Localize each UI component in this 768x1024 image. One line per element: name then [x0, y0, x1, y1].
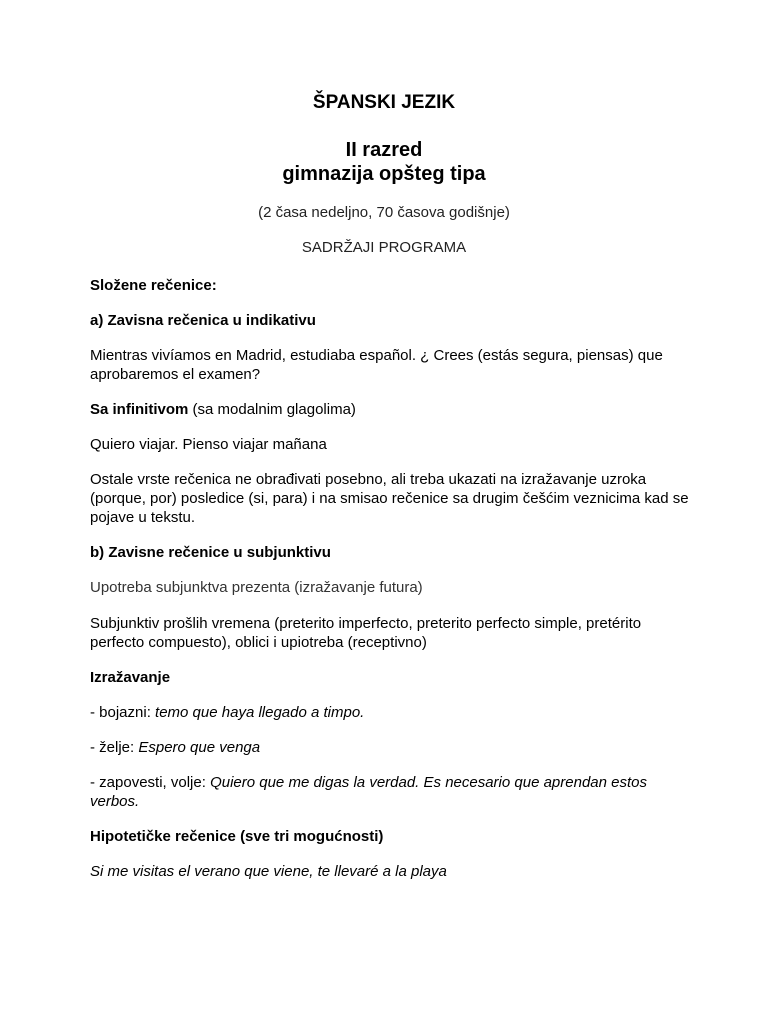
- other-types-paragraph: Ostale vrste rečenica ne obrađivati posebno, ali treba ukazati na izražavanje uzroka (porque, por) posledice (si, para) i na smisao rečenice sa drugim češćim veznicima kad se pojave u tekstu.: [90, 471, 689, 526]
- command-line: [90, 773, 690, 811]
- section-title: SADRŽAJI PROGRAMA: [301, 239, 467, 256]
- expressing-heading: Izražavanje: [90, 669, 171, 686]
- subjunctive-present: Upotreba subjunktva prezenta (izražavanje futura): [90, 579, 423, 596]
- indicative-heading: a) Zavisna rečenica u indikativu: [90, 312, 316, 329]
- fear-line: [90, 703, 690, 722]
- grade-heading: II razred: [345, 139, 423, 161]
- subjunctive-past: Subjunktiv prošlih vremena (preterito imperfecto, preterito perfecto simple, pretérito perfecto compuesto), oblici i upiotreba (receptivno): [90, 615, 642, 651]
- fear-label: - bojazni:: [90, 704, 156, 721]
- wish-line: [90, 738, 690, 757]
- complex-sentences-heading: Složene rečenice:: [90, 277, 217, 294]
- hypothetical-heading: Hipotetičke rečenice (sve tri mogućnosti): [90, 828, 384, 845]
- fear-example: temo que haya llegado a timpo.: [155, 704, 365, 721]
- wish-label: - želje:: [90, 739, 139, 756]
- command-label: - zapovesti, volje:: [90, 774, 211, 791]
- command-example: Quiero que me digas la verdad. Es necesario que aprendan estos verbos.: [90, 774, 648, 810]
- hours-info: (2 časa nedeljno, 70 časova godišnje): [258, 204, 510, 221]
- document-title: ŠPANSKI JEZIK: [312, 92, 456, 113]
- infinitive-example: Quiero viajar. Pienso viajar mañana: [90, 436, 327, 453]
- subjunctive-heading: b) Zavisne rečenice u subjunktivu: [90, 544, 331, 561]
- infinitive-label: Sa infinitivom: [90, 401, 189, 418]
- indicative-example: Mientras vivíamos en Madrid, estudiaba español. ¿ Crees (estás segura, piensas) que aprobaremos el examen?: [90, 347, 663, 383]
- wish-example: Espero que venga: [138, 739, 261, 756]
- hypothetical-example: Si me visitas el verano que viene, te llevaré a la playa: [90, 863, 447, 880]
- infinitive-note: (sa modalnim glagolima): [188, 401, 356, 418]
- school-type-heading: gimnazija opšteg tipa: [282, 163, 486, 185]
- infinitive-line: [90, 400, 690, 419]
